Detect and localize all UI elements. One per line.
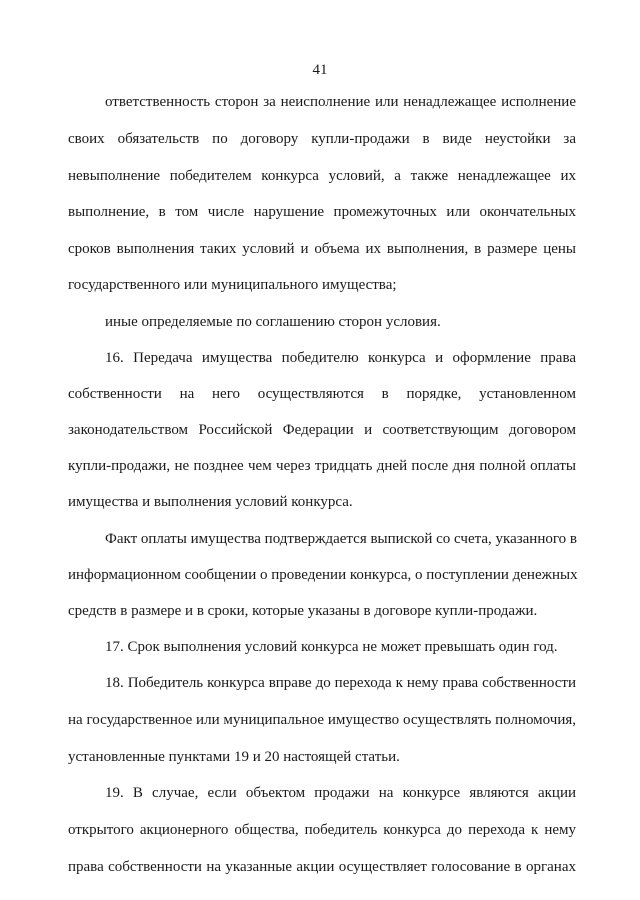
- text-line: сроков выполнения таких условий и объема их выполнения, в размере цены: [68, 241, 576, 257]
- text-line: купли-продажи, не позднее чем через тридцать дней после дня полной оплаты: [68, 458, 576, 474]
- text-line: 19. В случае, если объектом продажи на конкурсе являются акции: [105, 785, 576, 801]
- text-line: иные определяемые по соглашению сторон условия.: [105, 314, 441, 330]
- text-line: 17. Срок выполнения условий конкурса не может превышать один год.: [105, 639, 558, 655]
- text-line: открытого акционерного общества, победитель конкурса до перехода к нему: [68, 822, 576, 838]
- text-line: установленные пунктами 19 и 20 настоящей статьи.: [68, 749, 400, 765]
- text-line: государственного или муниципального имущества;: [68, 277, 397, 293]
- text-line: Факт оплаты имущества подтверждается выпиской со счета, указанного в: [105, 531, 577, 547]
- text-line: права собственности на указанные акции осуществляет голосование в органах: [68, 859, 576, 875]
- text-line: ответственность сторон за неисполнение или ненадлежащее исполнение: [105, 94, 576, 110]
- page-number: 41: [312, 62, 328, 78]
- text-line: своих обязательств по договору купли-продажи в виде неустойки за: [68, 131, 576, 147]
- text-line: собственности на него осуществляются в порядке, установленном: [68, 386, 576, 402]
- text-line: информационном сообщении о проведении конкурса, о поступлении денежных: [68, 567, 578, 583]
- text-line: имущества и выполнения условий конкурса.: [68, 494, 353, 510]
- text-line: на государственное или муниципальное имущество осуществлять полномочия,: [68, 712, 576, 728]
- text-line: выполнение, в том числе нарушение промежуточных или окончательных: [68, 204, 576, 220]
- text-line: 16. Передача имущества победителю конкурса и оформление права: [105, 350, 576, 366]
- text-line: невыполнение победителем конкурса условий, а также ненадлежащее их: [68, 168, 576, 184]
- text-line: средств в размере и в сроки, которые указаны в договоре купли-продажи.: [68, 603, 538, 619]
- text-line: законодательством Российской Федерации и соответствующим договором: [68, 422, 576, 438]
- text-line: 18. Победитель конкурса вправе до перехода к нему права собственности: [105, 675, 576, 691]
